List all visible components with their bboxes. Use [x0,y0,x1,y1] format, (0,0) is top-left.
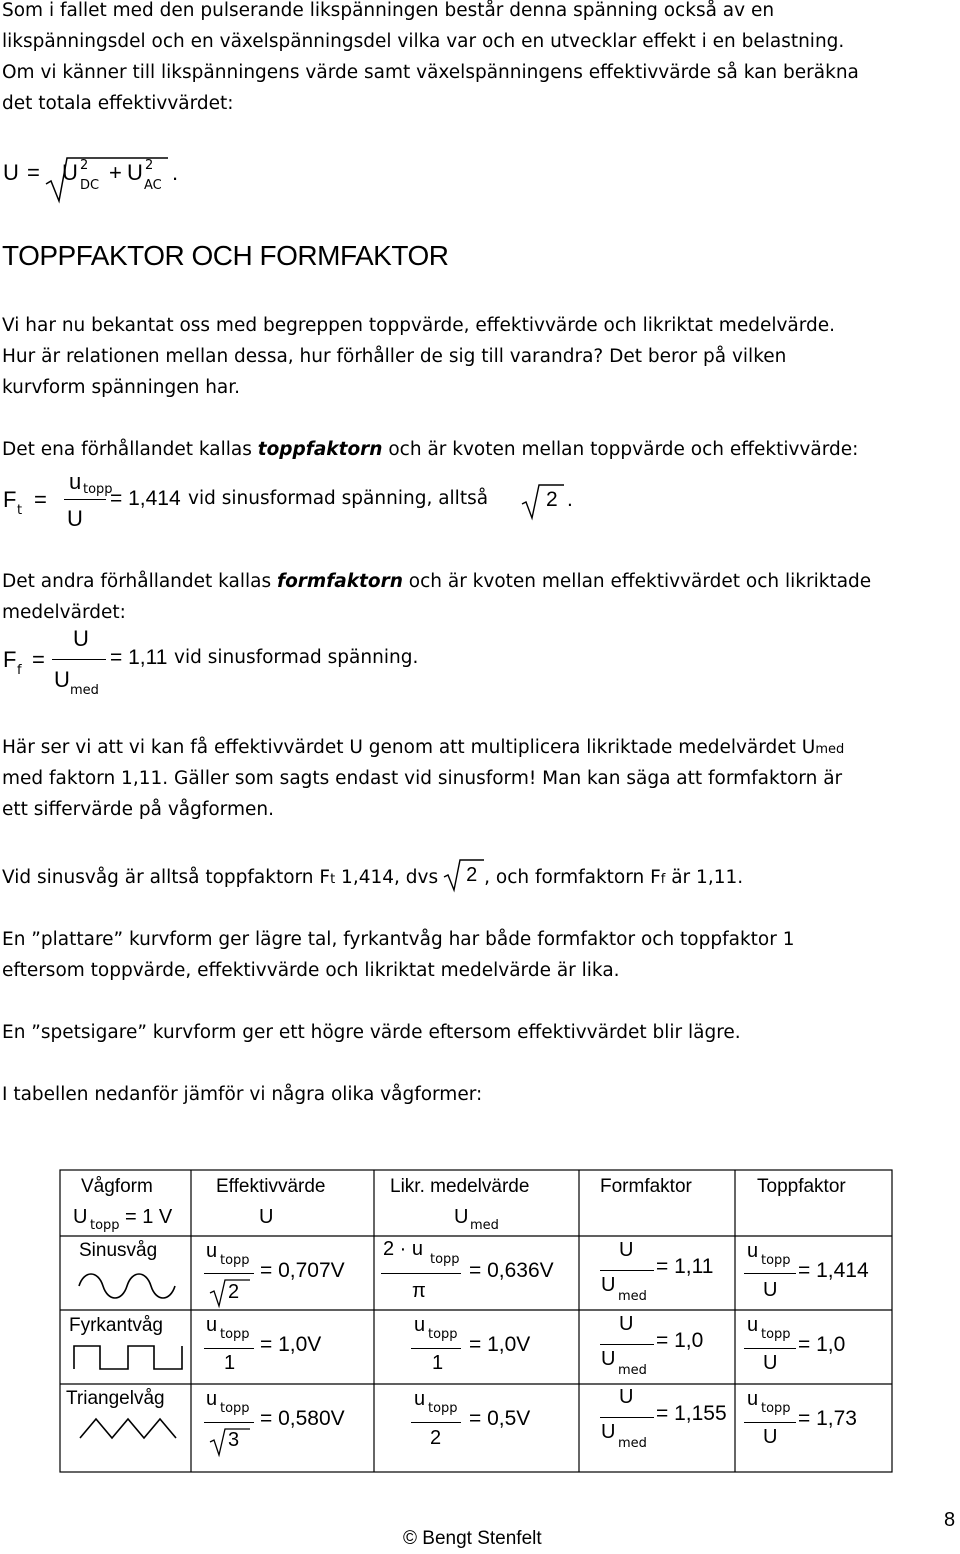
para5-sub-t: t [330,872,336,887]
para3 [2,566,871,598]
r2-tf-line [744,1348,796,1349]
ff-sub: f [17,663,22,678]
r3-eff-num: u [206,1388,218,1410]
ft-den: U [67,506,83,531]
r3-med-res: = 0,5V [469,1407,531,1430]
r2-eff-num-sub: topp [220,1327,250,1342]
r2-eff-line [204,1348,254,1349]
r1-med-res: = 0,636V [469,1259,554,1282]
r2-eff-res: = 1,0V [260,1333,322,1356]
ft-result: = 1,414 [110,487,181,510]
r1-med-num-sub: topp [430,1252,460,1267]
r2-ff-den: U [601,1348,616,1370]
sub-med-sub: med [470,1218,499,1233]
r3-med-line [411,1422,461,1423]
term-udc: U [62,160,78,185]
ff-eq: = [32,647,45,672]
sqrt-symbol [442,857,486,893]
r2-ff-res: = 1,0 [656,1329,704,1352]
sine-wave-icon [76,1268,186,1304]
r1-tf-line [744,1273,796,1274]
row-name-triangel: Triangelvåg [66,1388,165,1409]
sub-wave-u: U [73,1206,88,1228]
r2-ff-line [600,1344,654,1345]
r2-eff-num: u [206,1314,218,1336]
sub-wave-val: = 1 V [125,1206,173,1228]
term-toppfaktorn: toppfaktorn [257,439,383,460]
ff-den: U [54,667,70,692]
ff-result: = 1,11 [110,646,168,669]
para4-line-2: med faktorn 1,11. Gäller som sagts endast vid sinusform! Man kan säga att formfaktorn är [2,768,843,789]
formula-lhs: U [3,160,19,185]
r1-eff-res: = 0,707V [260,1259,345,1282]
r3-tf-den: U [763,1426,778,1448]
ff-fraction-line [52,659,106,660]
ft-eq: = [34,487,47,512]
r2-tf-num-sub: topp [761,1327,791,1342]
intro-line-2: likspänningsdel och en växelspänningsdel vilka var och en utvecklar effekt i en belastning. [2,31,845,52]
r3-eff-num-sub: topp [220,1401,250,1416]
ft-sqrt-arg: 2 [546,488,558,511]
r1-med-num: 2 · u [383,1238,424,1260]
r1-eff-num: u [206,1240,218,1262]
header-vagform: Vågform [81,1176,153,1197]
ft-fraction-line [64,499,106,500]
sub-med-u: U [454,1206,469,1228]
r1-tf-num-sub: topp [761,1253,791,1268]
para4-sub-med: med [815,742,845,757]
para2-post: och är kvoten mellan toppvärde och effektivvärde: [382,439,859,460]
ft-F: F [3,487,17,512]
para3-pre: Det andra förhållandet kallas [2,571,278,592]
para2 [2,434,858,466]
ff-num: U [73,626,89,651]
page-number: 8 [944,1509,956,1531]
ft-dot: . [567,488,573,511]
para1-line-2: Hur är relationen mellan dessa, hur förhåller de sig till varandra? Det beror på vilken [2,346,787,367]
row-name-sinus: Sinusvåg [79,1240,158,1261]
r2-med-num: u [414,1314,426,1336]
sub-wave-topp: topp [90,1218,120,1233]
intro-line-4: det totala effektivvärdet: [2,93,234,114]
intro-line-3: Om vi känner till likspänningens värde samt växelspänningens effektivvärde så kan beräkna [2,62,859,83]
r3-ff-num: U [619,1386,634,1408]
r2-med-res: = 1,0V [469,1333,531,1356]
ff-text: vid sinusformad spänning. [174,647,419,668]
r3-ff-line [600,1417,654,1418]
para5-end: är 1,11. [665,867,744,888]
r1-tf-res: = 1,414 [798,1259,869,1282]
ft-num-sub: topp [83,482,113,497]
sub-ac: AC [144,178,162,193]
sub-dc: DC [80,178,100,193]
r2-med-line [411,1348,461,1349]
ff-den-sub: med [70,683,99,698]
formula-eq: = [27,160,40,185]
r1-ff-line [600,1270,654,1271]
para7: En ”spetsigare” kurvform ger ett högre värde eftersom effektivvärdet blir lägre. [2,1022,741,1043]
r1-tf-den: U [763,1279,778,1301]
square-wave-icon [72,1342,188,1372]
ff-F: F [3,647,17,672]
para3-post: och är kvoten mellan effektivvärdet och likriktade [402,571,872,592]
footer-copyright: © Bengt Stenfelt [403,1528,542,1549]
r3-ff-den-sub: med [618,1436,647,1451]
para8: I tabellen nedanför jämför vi några olika vågformer: [2,1084,483,1105]
r1-eff-num-sub: topp [220,1253,250,1268]
para5-sqrt-arg: 2 [466,864,478,886]
r3-tf-num: u [747,1388,759,1410]
para3-line-2: medelvärdet: [2,602,126,623]
para2-pre: Det ena förhållandet kallas [2,439,258,460]
para5-sqrt [446,863,484,886]
r3-ff-res: = 1,155 [656,1402,727,1425]
r3-eff-res: = 0,580V [260,1407,345,1430]
r1-eff-den: 2 [228,1281,240,1303]
intro-line-1: Som i fallet med den pulserande likspänningen består denna spänning också av en [2,0,775,21]
triangle-wave-icon [78,1416,178,1442]
r1-med-line [381,1273,461,1274]
r1-med-den: π [412,1280,426,1302]
r2-tf-num: u [747,1314,759,1336]
para5-sub-f: f [660,872,666,887]
para5-post: , och formfaktorn F [484,867,661,888]
r2-ff-den-sub: med [618,1363,647,1378]
para6-line-2: eftersom toppvärde, effektivvärde och likriktat medelvärde är lika. [2,960,620,981]
ft-sub: t [17,503,23,518]
ft-num: u [69,469,82,494]
r1-ff-num: U [619,1239,634,1261]
r3-eff-den: 3 [228,1429,240,1451]
para5 [2,862,743,896]
ft-text: vid sinusformad spänning, alltså [188,488,489,509]
r3-med-den: 2 [430,1427,442,1449]
plus-sign: + [109,160,122,185]
r1-ff-den: U [601,1274,616,1296]
formula-dot: . [172,160,179,185]
para4-line-3: ett siffervärde på vågformen. [2,799,274,820]
para1-line-3: kurvform spänningen har. [2,377,241,398]
r3-tf-num-sub: topp [761,1401,791,1416]
para4-line-1 [2,732,844,766]
r1-eff-line [204,1273,254,1274]
header-toppfaktor: Toppfaktor [757,1176,846,1197]
sub-eff-u: U [259,1206,274,1228]
r2-ff-num: U [619,1313,634,1335]
r2-med-den: 1 [432,1352,444,1374]
header-formfaktor: Formfaktor [600,1176,692,1197]
term-uac: U [127,160,143,185]
r3-tf-line [744,1422,796,1423]
exp-uac: 2 [145,158,154,173]
para6-line-1: En ”plattare” kurvform ger lägre tal, fyrkantvåg har både formfaktor och toppfaktor 1 [2,929,795,950]
para4-line1-text: Här ser vi att vi kan få effektivvärdet U genom att multiplicera likriktade medelvärdet U [2,737,816,758]
r3-med-num-sub: topp [428,1401,458,1416]
r2-tf-den: U [763,1352,778,1374]
r2-tf-res: = 1,0 [798,1333,846,1356]
para5-mid: 1,414, dvs [335,867,439,888]
r3-ff-den: U [601,1421,616,1443]
r1-ff-den-sub: med [618,1289,647,1304]
para5-pre: Vid sinusvåg är alltså toppfaktorn F [2,867,331,888]
header-effektivvarde: Effektivvärde [216,1176,326,1197]
r2-med-num-sub: topp [428,1327,458,1342]
r1-ff-res: = 1,11 [656,1255,714,1278]
exp-udc: 2 [80,158,89,173]
term-formfaktorn: formfaktorn [277,571,403,592]
r3-eff-line [204,1422,254,1423]
r3-med-num: u [414,1388,426,1410]
r3-tf-res: = 1,73 [798,1407,857,1430]
r2-eff-den: 1 [224,1352,236,1374]
r1-tf-num: u [747,1240,759,1262]
row-name-fyrkant: Fyrkantvåg [69,1315,163,1336]
sqrt-symbol [520,482,566,522]
section-heading: TOPPFAKTOR OCH FORMFAKTOR [2,240,449,271]
header-likr-medelvarde: Likr. medelvärde [390,1176,530,1197]
para1-line-1: Vi har nu bekantat oss med begreppen toppvärde, effektivvärde och likriktat medelvärde. [2,315,836,336]
